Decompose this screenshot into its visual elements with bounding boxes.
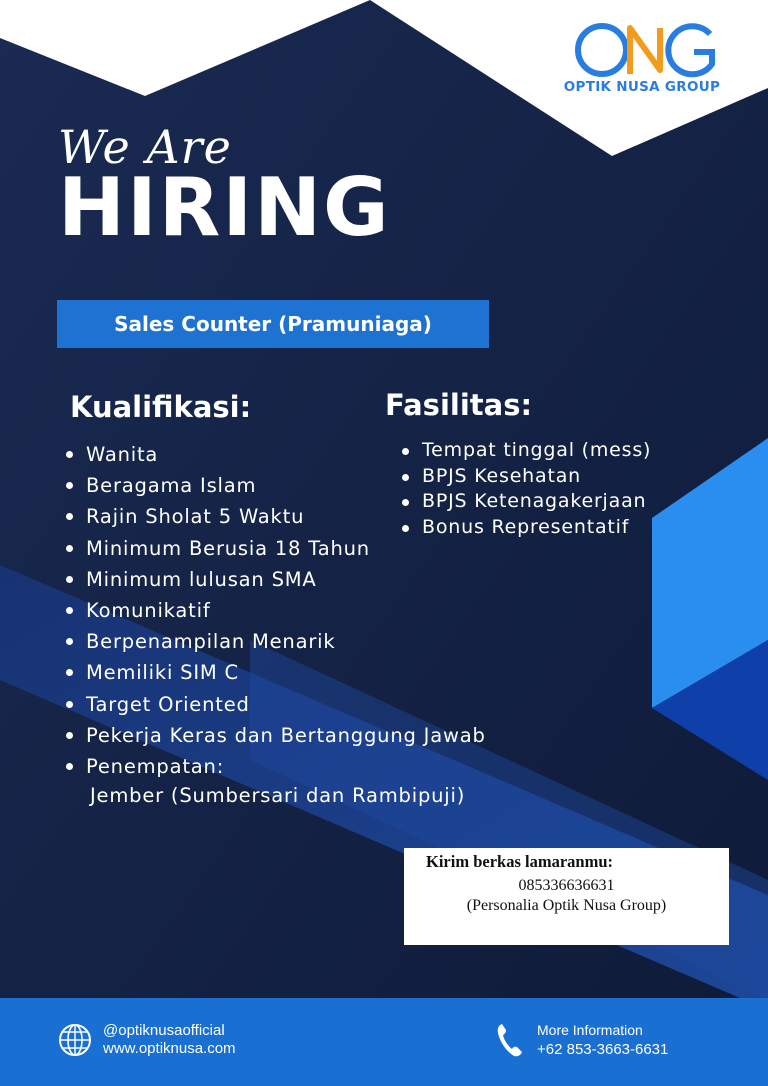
list-item: Wanita <box>64 439 486 470</box>
placement-location: Jember (Sumbersari dan Rambipuji) <box>90 784 466 807</box>
list-item: Pekerja Keras dan Bertanggung Jawab <box>64 720 486 751</box>
phone-icon <box>495 1022 525 1058</box>
contact-title: Kirim berkas lamaranmu: <box>426 852 613 871</box>
headline-hiring: HIRING <box>58 161 391 254</box>
list-item: Berpenampilan Menarik <box>64 626 486 657</box>
list-item: Bonus Representatif <box>400 515 651 541</box>
brand-name: OPTIK NUSA GROUP <box>563 79 721 95</box>
list-item: BPJS Kesehatan <box>400 464 651 490</box>
footer-bar <box>0 998 768 1086</box>
list-item: Target Oriented <box>64 689 486 720</box>
more-info-label: More Information <box>537 1022 643 1038</box>
list-item: Penempatan: <box>64 751 486 782</box>
list-item: Rajin Sholat 5 Waktu <box>64 501 486 532</box>
list-item: Memiliki SIM C <box>64 657 486 688</box>
list-item: Minimum lulusan SMA <box>64 564 486 595</box>
contact-box <box>404 848 729 945</box>
position-title: Sales Counter (Pramuniaga) <box>114 312 432 336</box>
contact-org: (Personalia Optik Nusa Group) <box>466 897 667 914</box>
contact-phone: 085336636631 <box>518 877 615 894</box>
list-item: Tempat tinggal (mess) <box>400 438 651 464</box>
facilities-title: Fasilitas: <box>385 388 533 422</box>
globe-icon <box>58 1023 92 1057</box>
website-link[interactable]: www.optiknusa.com <box>103 1040 236 1057</box>
list-item: Minimum Berusia 18 Tahun <box>64 533 486 564</box>
headline-we-are: We Are <box>58 120 232 174</box>
social-handle[interactable]: @optiknusaofficial <box>103 1022 225 1039</box>
qualifications-title: Kualifikasi: <box>70 390 252 424</box>
list-item: BPJS Ketenagakerjaan <box>400 489 651 515</box>
facilities-list <box>400 438 651 540</box>
info-phone[interactable]: +62 853-3663-6631 <box>537 1041 669 1058</box>
list-item: Beragama Islam <box>64 470 486 501</box>
position-banner <box>57 300 489 348</box>
list-item: Komunikatif <box>64 595 486 626</box>
